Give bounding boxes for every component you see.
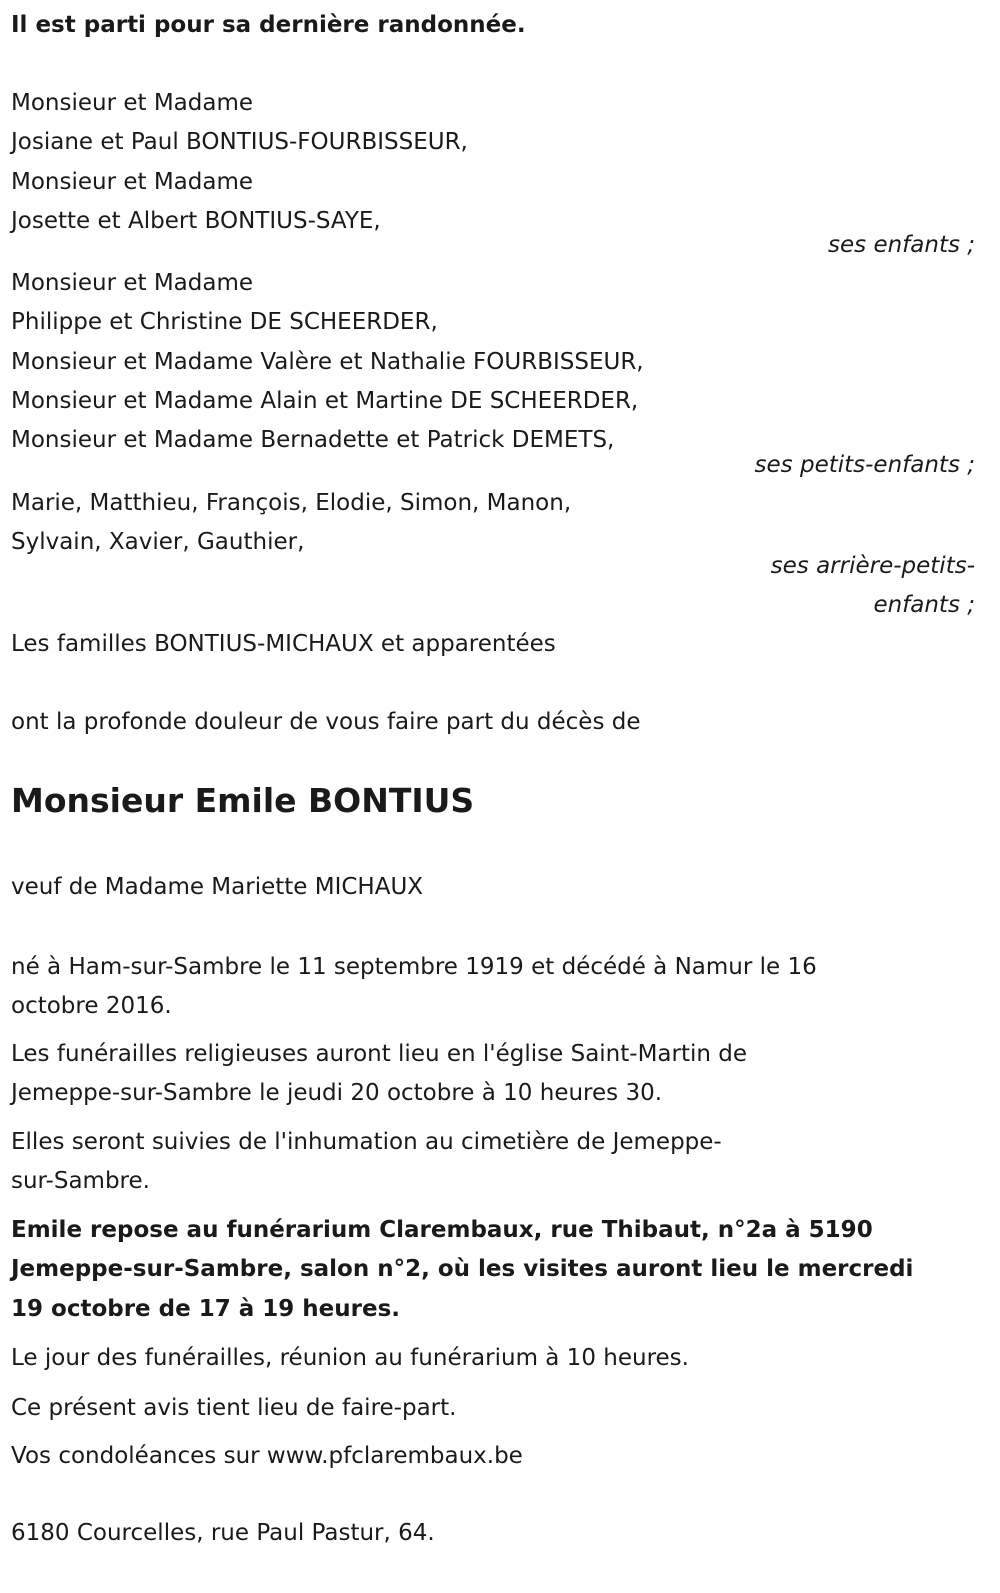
families: Les familles BONTIUS-MICHAUX et apparentées: [11, 631, 556, 657]
announcement: ont la profonde douleur de vous faire part du décès de: [11, 709, 641, 735]
text-line: Elles seront suivies de l'inhumation au cimetière de Jemeppe-: [11, 1129, 722, 1155]
grandchildren-line: Monsieur et Madame Alain et Martine DE SCHEERDER,: [11, 387, 639, 414]
funeral-info: [11, 1035, 975, 1114]
grandchildren-role: ses petits-enfants ;: [754, 452, 975, 478]
text-line: 19 octobre de 17 à 19 heures.: [11, 1295, 401, 1322]
birth-death: [11, 948, 975, 1027]
children-line: Josette et Albert BONTIUS-SAYE,: [11, 207, 381, 234]
great-grandchildren-line: Marie, Matthieu, François, Elodie, Simon, Manon,: [11, 490, 572, 516]
text-line: Jemeppe-sur-Sambre, salon n°2, où les visites auront lieu le mercredi: [11, 1256, 914, 1283]
grandchildren-line: Monsieur et Madame: [11, 270, 254, 296]
burial-info: [11, 1123, 975, 1202]
text-line: octobre 2016.: [11, 993, 172, 1020]
children-list: [11, 84, 975, 241]
meeting-info: Le jour des funérailles, réunion au funérarium à 10 heures.: [11, 1345, 689, 1371]
children-role: ses enfants ;: [828, 232, 975, 258]
children-line: Josiane et Paul BONTIUS-FOURBISSEUR,: [11, 129, 468, 156]
condolences: Vos condoléances sur www.pfclarembaux.be: [11, 1443, 523, 1469]
address: 6180 Courcelles, rue Paul Pastur, 64.: [11, 1520, 435, 1546]
notice: Ce présent avis tient lieu de faire-part.: [11, 1395, 457, 1421]
role-line: ses arrière-petits-: [770, 553, 975, 579]
grandchildren-line: Monsieur et Madame Bernadette et Patrick DEMETS,: [11, 427, 615, 454]
role-line: enfants ;: [873, 592, 975, 618]
deceased-name: Monsieur Emile BONTIUS: [11, 781, 475, 820]
children-line: Monsieur et Madame: [11, 90, 254, 116]
text-line: sur-Sambre.: [11, 1168, 150, 1195]
text-line: Jemeppe-sur-Sambre le jeudi 20 octobre à 10 heures 30.: [11, 1080, 663, 1107]
great-grandchildren-line: Sylvain, Xavier, Gauthier,: [11, 529, 305, 556]
text-line: Emile repose au funérarium Clarembaux, rue Thibaut, n°2a à 5190: [11, 1217, 873, 1243]
text-line: né à Ham-sur-Sambre le 11 septembre 1919 et décédé à Namur le 16: [11, 954, 817, 980]
widower: veuf de Madame Mariette MICHAUX: [11, 874, 424, 900]
grandchildren-line: Monsieur et Madame Valère et Nathalie FOURBISSEUR,: [11, 348, 644, 375]
children-line: Monsieur et Madame: [11, 168, 254, 195]
grandchildren-line: Philippe et Christine DE SCHEERDER,: [11, 309, 438, 336]
text-line: Les funérailles religieuses auront lieu en l'église Saint-Martin de: [11, 1041, 748, 1067]
heading: Il est parti pour sa dernière randonnée.: [11, 12, 526, 38]
grandchildren-list: [11, 264, 975, 460]
visitation-info: [11, 1211, 975, 1329]
great-grandchildren-role: [771, 547, 975, 625]
